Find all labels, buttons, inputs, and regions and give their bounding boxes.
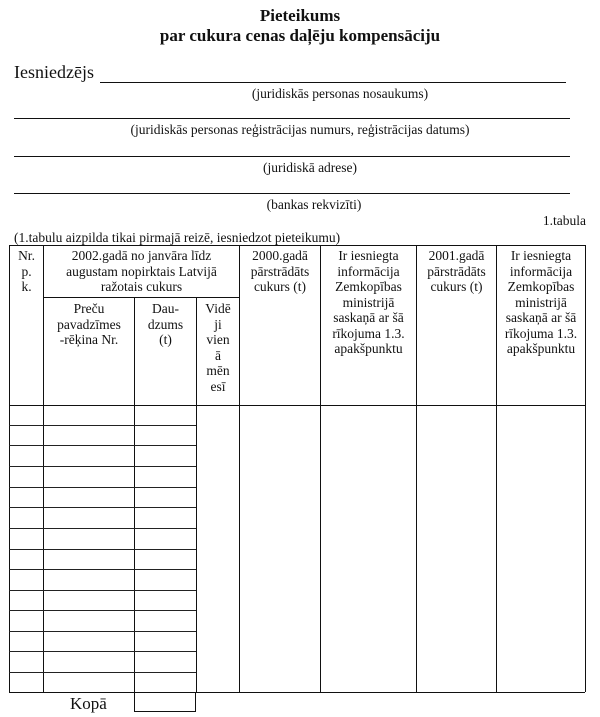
applicant-name-line[interactable] bbox=[100, 82, 566, 83]
table-row bbox=[9, 651, 196, 652]
table-row bbox=[9, 487, 196, 488]
total-quantity-cell[interactable] bbox=[134, 692, 196, 712]
address-line[interactable] bbox=[14, 156, 570, 157]
bank-line[interactable] bbox=[14, 193, 570, 194]
table-row bbox=[9, 631, 196, 632]
table-row bbox=[9, 507, 196, 508]
caption-bank: (bankas rekvizīti) bbox=[266, 197, 362, 212]
document-subtitle: par cukura cenas daļēju kompensāciju bbox=[159, 26, 441, 45]
table-row bbox=[9, 445, 196, 446]
caption-name: (juridiskās personas nosaukums) bbox=[251, 86, 429, 101]
caption-registration: (juridiskās personas reģistrācijas numurs, reģistrācijas datums) bbox=[130, 122, 470, 137]
table-row bbox=[9, 466, 196, 467]
table-row bbox=[9, 610, 196, 611]
table-row bbox=[9, 528, 196, 529]
header-nr: Nr. p. k. bbox=[18, 248, 35, 294]
table-row bbox=[9, 569, 196, 570]
table-row bbox=[9, 549, 196, 550]
applicant-label: Iesniedzējs bbox=[14, 62, 94, 82]
header-quantity: Dau- dzums (t) bbox=[147, 301, 184, 347]
table-label: 1.tabula bbox=[542, 213, 586, 228]
document-title: Pieteikums bbox=[259, 6, 341, 25]
table-note: (1.tabulu aizpilda tikai pirmajā reizē, iesniedzot pieteikumu) bbox=[14, 230, 341, 245]
header-info-submitted-1: Ir iesniegta informācija Zemkopības ministrijā saskaņā ar šā rīkojuma 1.3. apakšpunktu bbox=[332, 248, 405, 356]
header-info-submitted-2: Ir iesniegta informācija Zemkopības ministrijā saskaņā ar šā rīkojuma 1.3. apakšpunktu bbox=[504, 248, 578, 356]
table-row bbox=[9, 672, 196, 673]
total-label: Kopā bbox=[70, 694, 107, 713]
header-processed-2000: 2000.gadā pārstrādāts cukurs (t) bbox=[250, 248, 310, 294]
table-row bbox=[9, 590, 196, 591]
header-invoice-number: Preču pavadzīmes -rēķina Nr. bbox=[57, 301, 121, 347]
registration-line[interactable] bbox=[14, 118, 570, 119]
table-row bbox=[9, 425, 196, 426]
header-monthly-average: Vidē ji vien ā mēn esī bbox=[205, 301, 231, 394]
header-purchased-sugar: 2002.gadā no janvāra līdz augustam nopirktais Latvijā ražotais cukurs bbox=[66, 248, 217, 294]
caption-address: (juridiskā adrese) bbox=[262, 160, 358, 175]
header-processed-2001: 2001.gadā pārstrādāts cukurs (t) bbox=[427, 248, 486, 294]
